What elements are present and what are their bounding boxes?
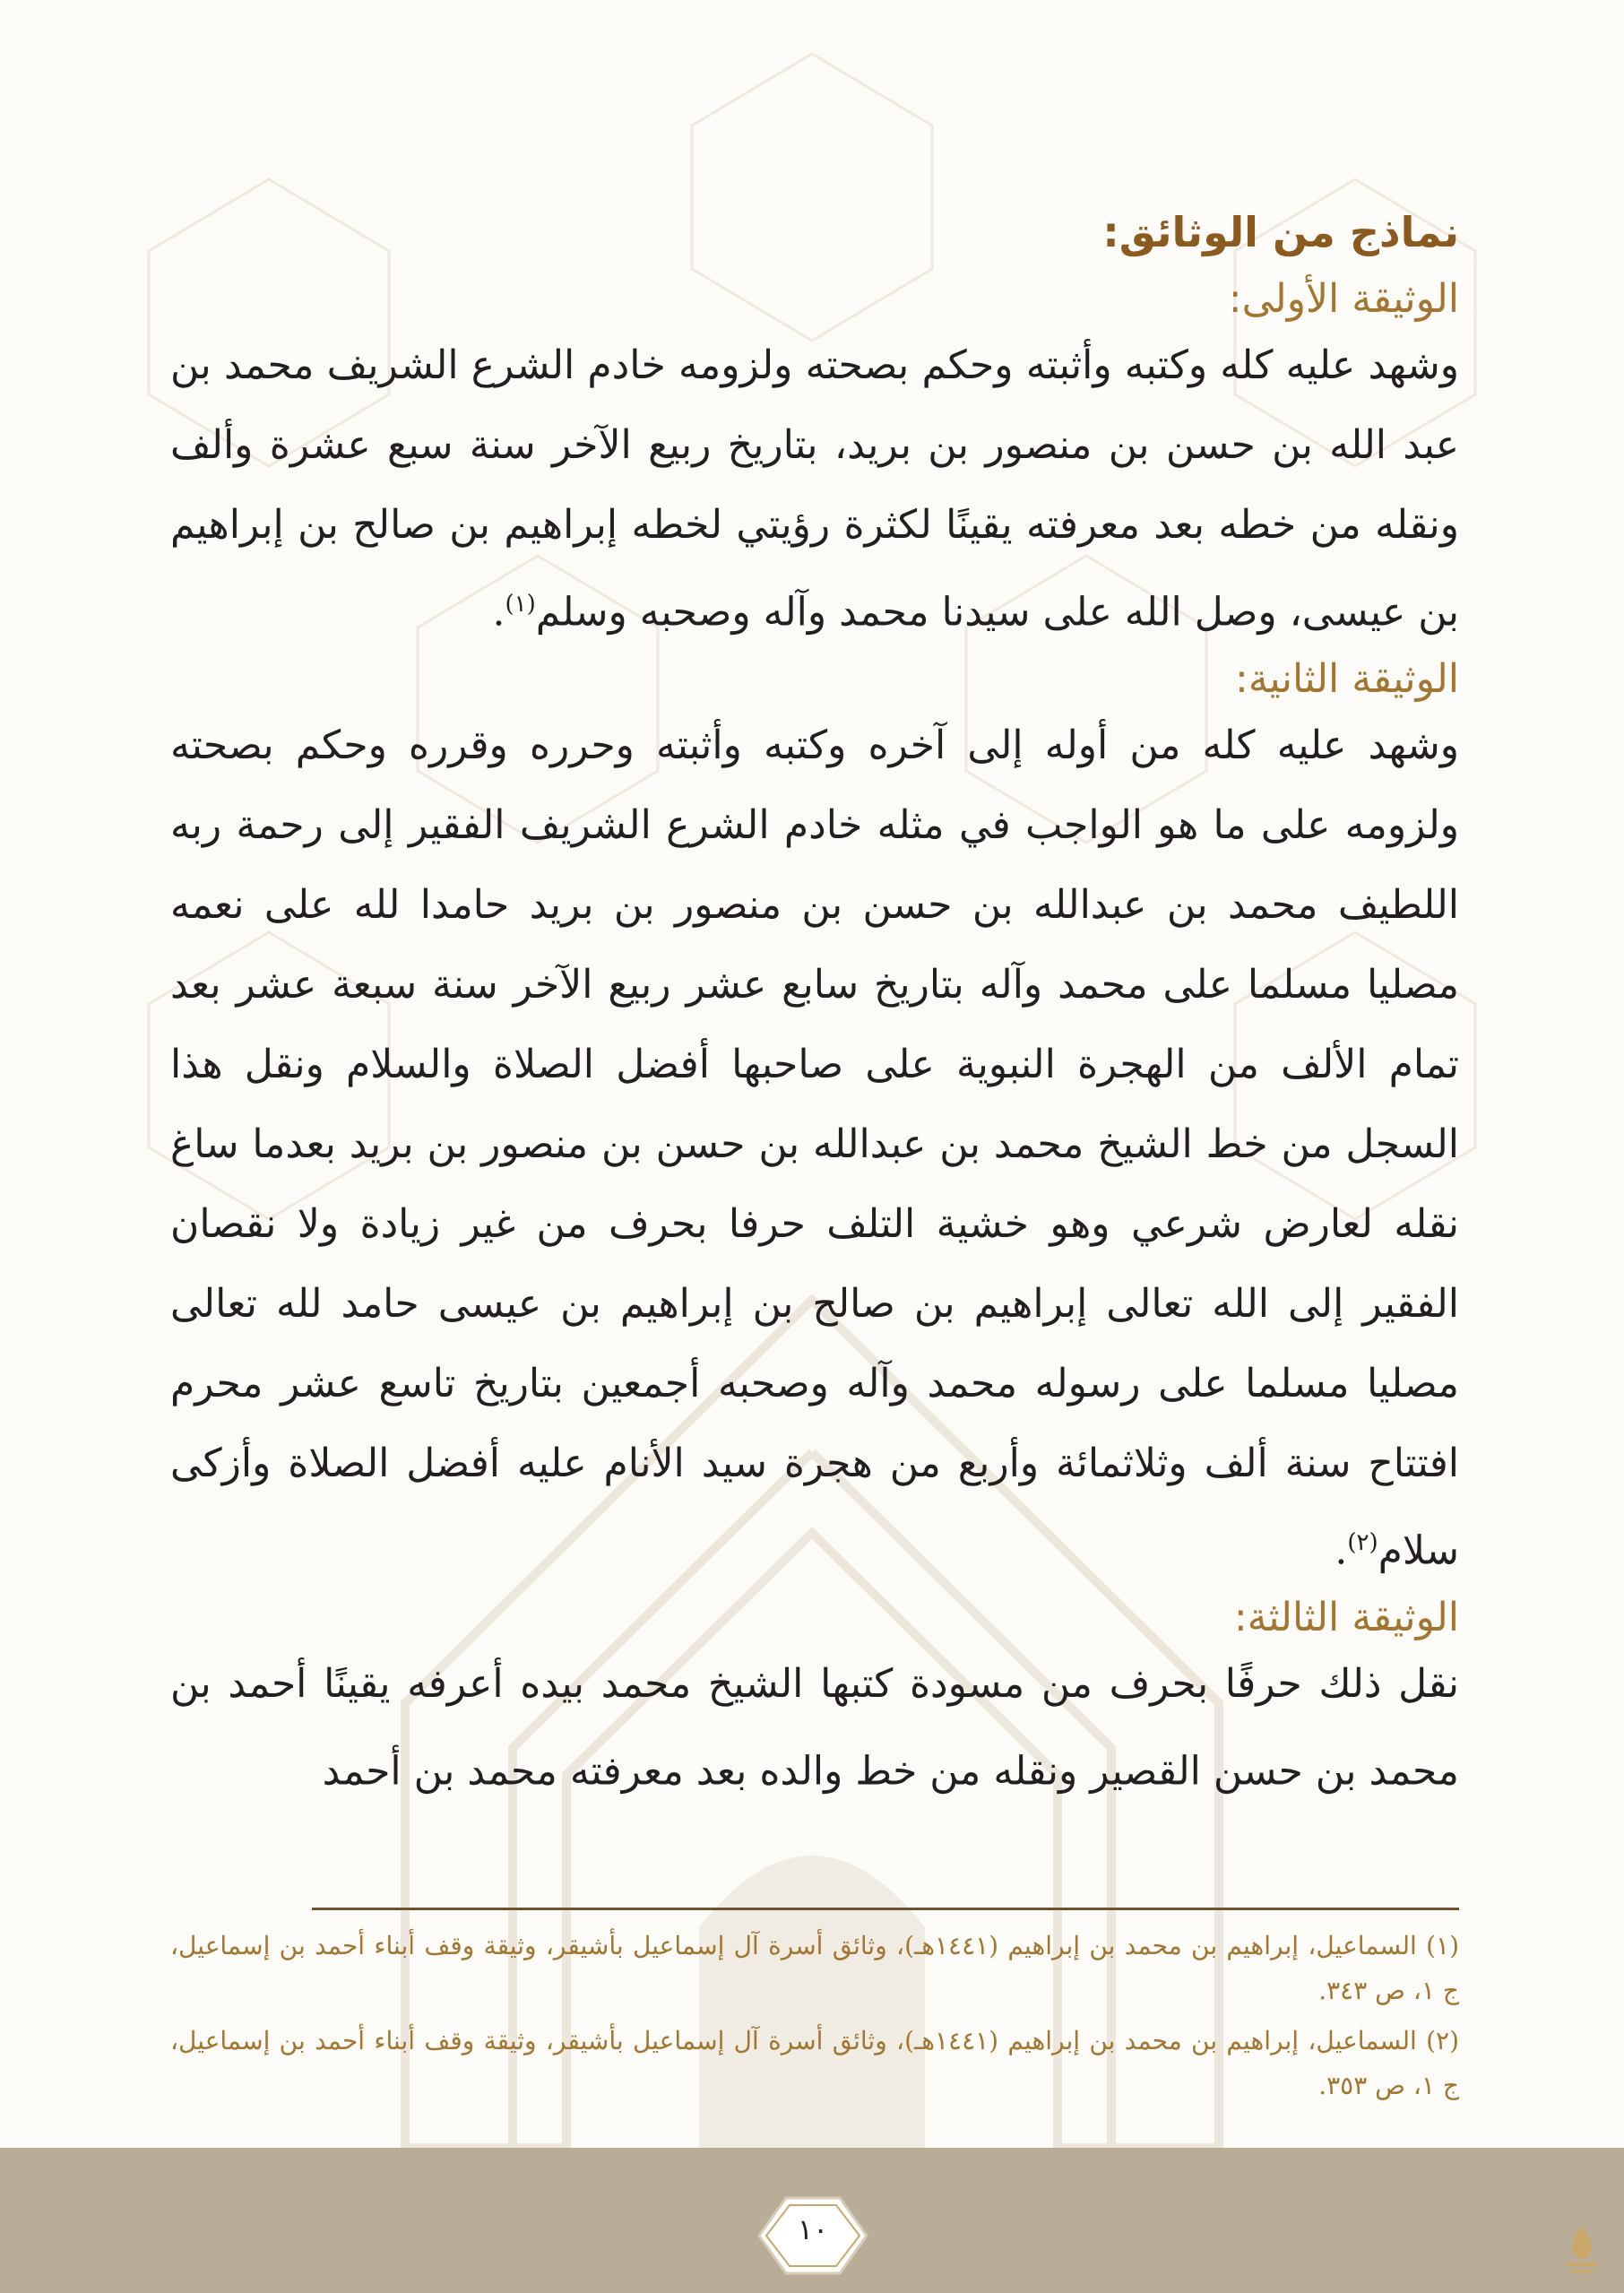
document-section <box>170 1591 1459 1812</box>
document-text <box>170 705 1459 1591</box>
document-text-body: وشهد عليه كله من أوله إلى آخره وكتبه وأثبته وحرره وقرره وحكم بصحته ولزومه على ما هو الواجب في مثله خادم الشرع الشريف الفقير إلى رحمة ربه اللطيف محمد بن عبدالله بن حسن بن منصور بن بريد حامدا لله على نعمه مصليا مسلما على محمد وآله بتاريخ سابع عشر ربيع الآخر سنة سبعة عشر بعد تمام الألف من الهجرة النبوية على صاحبها أفضل الصلاة والسلام ونقل هذا السجل من خط الشيخ محمد بن عبدالله بن حسن بن منصور بن بريد بعدما ساغ نقله لعارض شرعي وهو خشية التلف حرفا بحرف من غير زيادة ولا نقصان الفقير إلى الله تعالى إبراهيم بن صالح بن إبراهيم بن عيسى حامد لله تعالى مصليا مسلما على رسوله محمد وآله وصحبه أجمعين بتاريخ تاسع عشر محرم افتتاح سنة ألف وثلاثمائة وأربع من هجرة سيد الأنام عليه أفضل الصلاة وأزكى سلام <box>170 723 1459 1574</box>
document-title: الوثيقة الثانية: <box>1235 655 1459 702</box>
footnote-ref: (٢) <box>1347 1529 1378 1557</box>
document-text <box>170 325 1459 653</box>
document-title: الوثيقة الثالثة: <box>1233 1594 1459 1640</box>
page-number: ١٠ <box>797 2212 829 2246</box>
document-text-body: نقل ذلك حرفًا بحرف من مسودة كتبها الشيخ محمد بيده أعرفه يقينًا أحمد بن محمد بن حسن القصير ونقله من خط والده بعد معرفته محمد بن أحمد <box>170 1661 1459 1795</box>
document-section <box>170 653 1459 1591</box>
document-text <box>170 1644 1459 1812</box>
document-section <box>170 273 1459 653</box>
footnote: (١) السماعيل، إبراهيم بن محمد بن إبراهيم (١٤٤١هـ)، وثائق أسرة آل إسماعيل بأشيقر، وثيقة وقف أبناء أحمد بن إسماعيل، ج ١، ص ٣٤٣. <box>170 1931 1460 2005</box>
footnotes <box>170 1924 1459 2114</box>
text-end: . <box>1335 1527 1348 1574</box>
text-end: . <box>492 589 505 636</box>
document-title: الوثيقة الأولى: <box>1228 275 1459 322</box>
publisher-logo-icon <box>1558 2221 1606 2279</box>
section-heading: نماذج من الوثائق: <box>1102 208 1459 256</box>
footnote-divider <box>312 1908 1459 1910</box>
footnote-ref: (١) <box>505 591 536 619</box>
document-text-body: وشهد عليه كله وكتبه وأثبته وحكم بصحته ولزومه خادم الشرع الشريف محمد بن عبد الله بن حسن بن منصور بن بريد، بتاريخ ربيع الآخر سنة سبع عشرة وألف ونقله من خطه بعد معرفته يقينًا لكثرة رؤيتي لخطه إبراهيم بن صالح بن إبراهيم بن عيسى، وصل الله على سيدنا محمد وآله وصحبه وسلم <box>170 342 1459 636</box>
footnote: (٢) السماعيل، إبراهيم بن محمد بن إبراهيم (١٤٤١هـ)، وثائق أسرة آل إسماعيل بأشيقر، وثيقة وقف أبناء أحمد بن إسماعيل، ج ١، ص ٣٥٣. <box>170 2026 1460 2100</box>
document-body <box>170 206 1459 1812</box>
